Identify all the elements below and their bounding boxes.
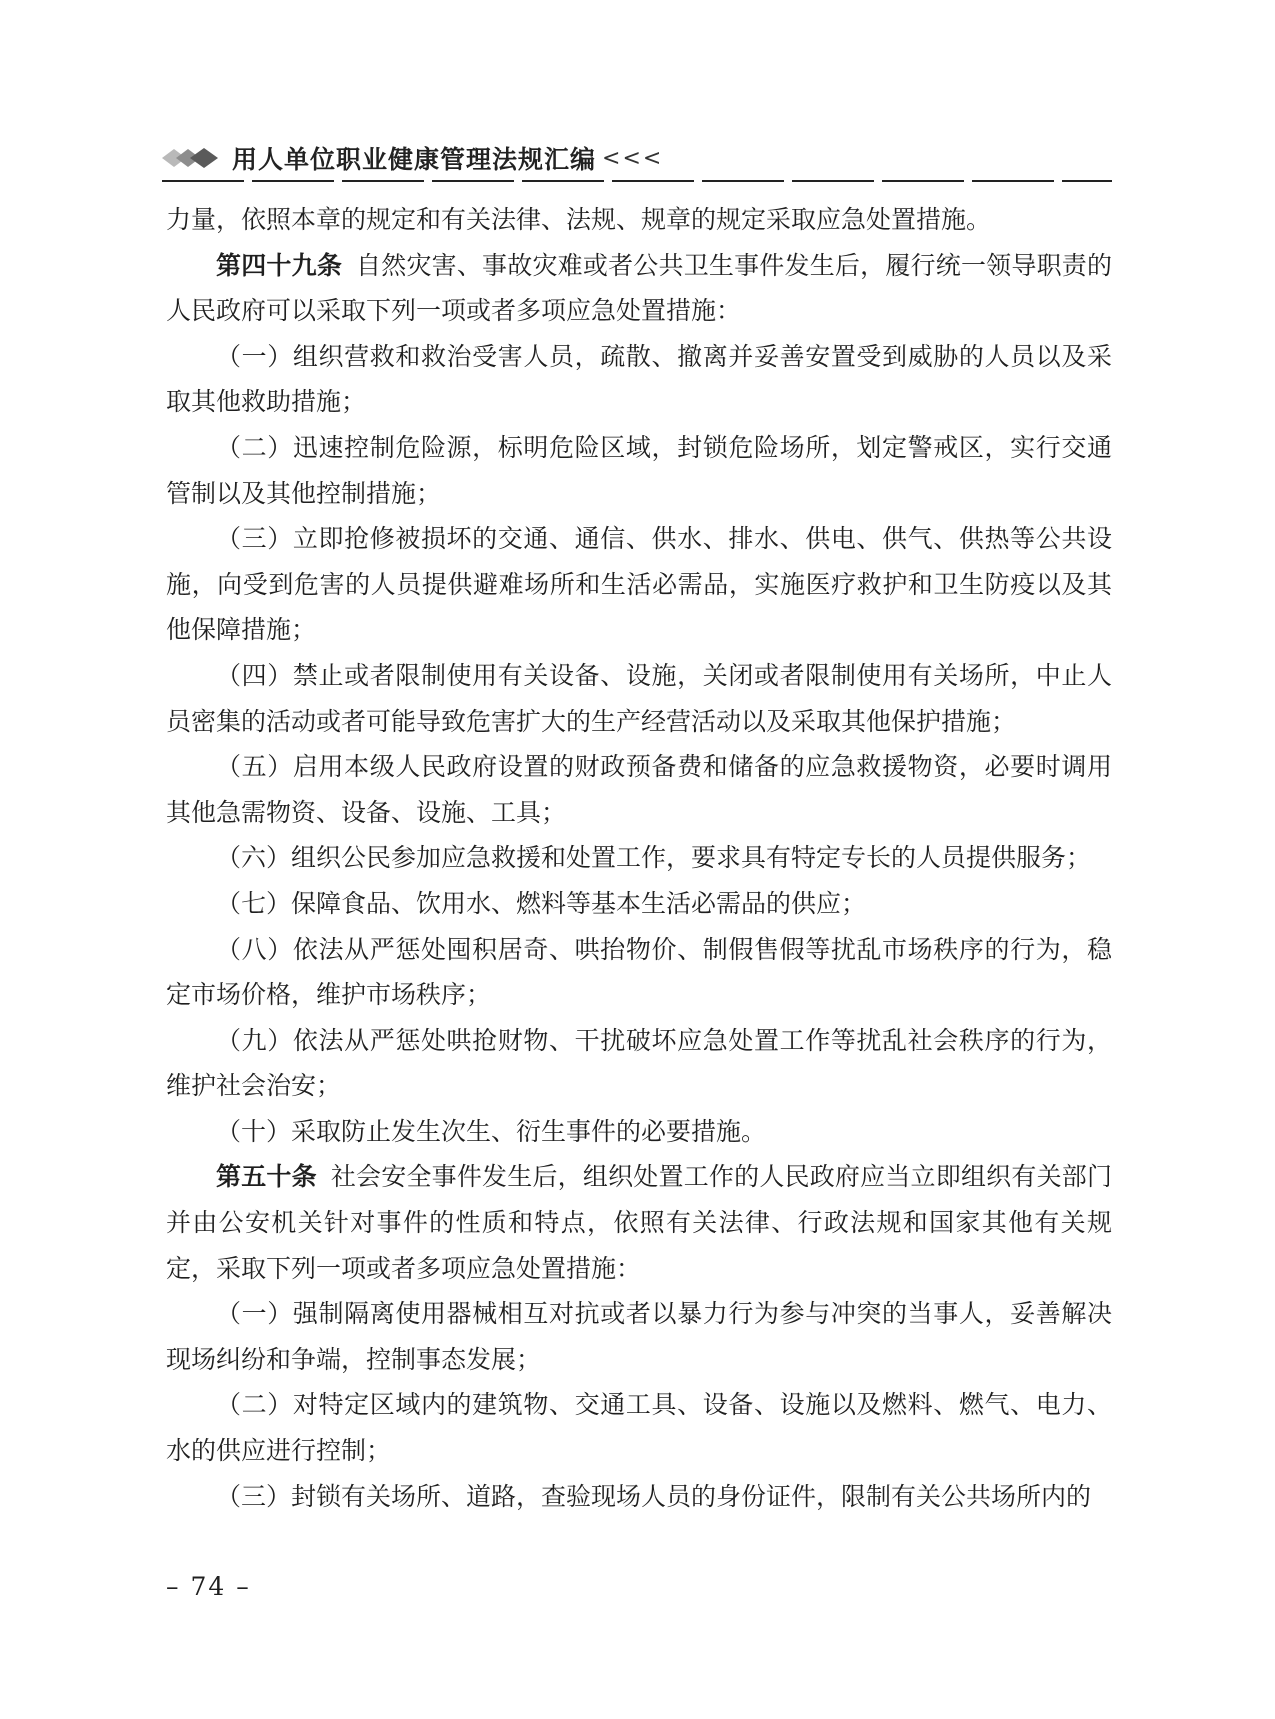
paragraph [166, 1291, 1112, 1382]
running-header-title: 用人单位职业健康管理法规汇编 [232, 145, 597, 174]
article-paragraph [166, 243, 1112, 334]
body-text [166, 197, 1112, 1519]
diamond-ornament-icon [160, 146, 222, 170]
paragraph-text: 自然灾害、事故灾难或者公共卫生事件发生后，履行统一领导职责的人民政府可以采取下列一项或者多项应急处置措施： [166, 250, 1112, 326]
paragraph-text: （三）封锁有关场所、道路，查验现场人员的身份证件，限制有关公共场所内的 [216, 1481, 1092, 1511]
paragraph-text: （二）对特定区域内的建筑物、交通工具、设备、设施以及燃料、燃气、电力、水的供应进行控制； [166, 1390, 1112, 1466]
page-number: – 74 – [166, 1572, 251, 1601]
paragraph [166, 1018, 1112, 1109]
article-paragraph [166, 1154, 1112, 1291]
paragraph-text: （九）依法从严惩处哄抢财物、干扰破坏应急处置工作等扰乱社会秩序的行为，维护社会治安； [166, 1025, 1112, 1101]
paragraph-text: （二）迅速控制危险源，标明危险区域，封锁危险场所，划定警戒区，实行交通管制以及其他控制措施； [166, 432, 1112, 508]
paragraph-text: （五）启用本级人民政府设置的财政预备费和储备的应急救援物资，必要时调用其他急需物资、设备、设施、工具； [166, 752, 1112, 827]
paragraph-text: （四）禁止或者限制使用有关设备、设施，关闭或者限制使用有关场所，中止人员密集的活动或者可能导致危害扩大的生产经营活动以及采取其他保护措施； [166, 660, 1112, 736]
running-header-arrows: <<< [602, 145, 664, 171]
article-number: 第五十条 [216, 1162, 317, 1192]
running-header [160, 140, 663, 176]
paragraph-text: （一）强制隔离使用器械相互对抗或者以暴力行为参与冲突的当事人，妥善解决现场纠纷和争端，控制事态发展； [166, 1299, 1112, 1374]
paragraph-text: （一）组织营救和救治受害人员，疏散、撤离并妥善安置受到威胁的人员以及采取其他救助措施； [166, 341, 1112, 417]
paragraph [166, 516, 1112, 653]
paragraph [166, 334, 1112, 425]
paragraph [166, 197, 1112, 243]
paragraph-text: 社会安全事件发生后，组织处置工作的人民政府应当立即组织有关部门并由公安机关针对事件的性质和特点，依照有关法律、行政法规和国家其他有关规定，采取下列一项或者多项应急处置措施： [166, 1162, 1112, 1283]
paragraph-text: （八）依法从严惩处囤积居奇、哄抬物价、制假售假等扰乱市场秩序的行为，稳定市场价格，维护市场秩序； [166, 934, 1112, 1010]
paragraph-text: 力量，依照本章的规定和有关法律、法规、规章的规定采取应急处置措施。 [166, 205, 992, 234]
article-number: 第四十九条 [216, 250, 343, 280]
paragraph [166, 425, 1112, 516]
paragraph-text: （七）保障食品、饮用水、燃料等基本生活必需品的供应； [216, 888, 867, 918]
paragraph [166, 881, 1112, 927]
paragraph-text: （六）组织公民参加应急救援和处置工作，要求具有特定专长的人员提供服务； [216, 843, 1092, 873]
paragraph [166, 1109, 1112, 1155]
paragraph [166, 1382, 1112, 1473]
paragraph [166, 927, 1112, 1018]
paragraph-text: （三）立即抢修被损坏的交通、通信、供水、排水、供电、供气、供热等公共设施，向受到危害的人员提供避难场所和生活必需品，实施医疗救护和卫生防疫以及其他保障措施； [166, 524, 1112, 645]
paragraph [166, 1474, 1112, 1520]
paragraph [166, 835, 1112, 881]
paragraph [166, 744, 1112, 835]
paragraph [166, 653, 1112, 744]
paragraph-text: （十）采取防止发生次生、衍生事件的必要措施。 [216, 1116, 767, 1146]
header-rule [162, 180, 1112, 182]
